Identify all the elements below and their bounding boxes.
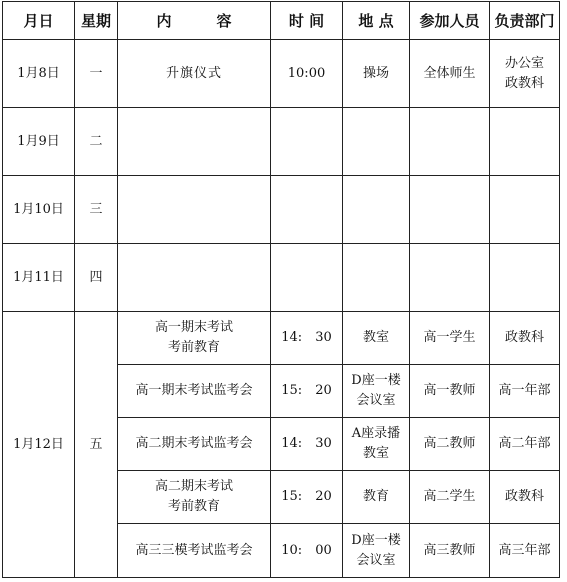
participants-cell: 高一教师 (410, 365, 490, 418)
place-cell: D座一楼 会议室 (343, 365, 410, 418)
department-cell: 高二年部 (490, 418, 560, 471)
table-row (3, 244, 560, 312)
time-cell: 14: 30 (271, 418, 343, 471)
content-cell: 高二期末考试 考前教育 (118, 471, 271, 524)
header-department: 负责部门 (490, 2, 560, 40)
participants-cell (410, 244, 490, 312)
weekday-cell: 四 (75, 244, 118, 312)
participants-cell: 高二学生 (410, 471, 490, 524)
time-cell (271, 176, 343, 244)
place-cell: 教育 (343, 471, 410, 524)
table-row (3, 40, 560, 108)
time-cell (271, 244, 343, 312)
content-cell: 高一期末考试 考前教育 (118, 312, 271, 365)
place-cell (343, 108, 410, 176)
time-cell: 10:00 (271, 40, 343, 108)
content-cell (118, 108, 271, 176)
header-time: 时 间 (271, 2, 343, 40)
time-cell (271, 108, 343, 176)
weekday-cell: 五 (75, 312, 118, 578)
participants-cell: 全体师生 (410, 40, 490, 108)
table-row (3, 108, 560, 176)
participants-cell (410, 176, 490, 244)
participants-cell: 高三教师 (410, 524, 490, 578)
content-cell: 高一期末考试监考会 (118, 365, 271, 418)
table-row (3, 176, 560, 244)
participants-cell: 高一学生 (410, 312, 490, 365)
content-cell (118, 244, 271, 312)
time-cell: 15: 20 (271, 471, 343, 524)
content-cell: 高二期末考试监考会 (118, 418, 271, 471)
department-cell: 政教科 (490, 312, 560, 365)
table-row (3, 312, 560, 365)
header-row (3, 2, 560, 40)
participants-cell (410, 108, 490, 176)
time-cell: 10: 00 (271, 524, 343, 578)
weekly-schedule-table (2, 1, 560, 578)
content-cell: 高三三模考试监考会 (118, 524, 271, 578)
header-date: 月日 (3, 2, 75, 40)
weekday-cell: 三 (75, 176, 118, 244)
header-content: 内 容 (118, 2, 271, 40)
header-participants: 参加人员 (410, 2, 490, 40)
department-cell: 高一年部 (490, 365, 560, 418)
date-cell: 1月12日 (3, 312, 75, 578)
date-cell: 1月9日 (3, 108, 75, 176)
place-cell: D座一楼 会议室 (343, 524, 410, 578)
department-cell: 办公室 政教科 (490, 40, 560, 108)
department-cell: 政教科 (490, 471, 560, 524)
department-cell (490, 176, 560, 244)
place-cell (343, 244, 410, 312)
weekday-cell: 二 (75, 108, 118, 176)
participants-cell: 高二教师 (410, 418, 490, 471)
weekday-cell: 一 (75, 40, 118, 108)
date-cell: 1月8日 (3, 40, 75, 108)
department-cell (490, 108, 560, 176)
time-cell: 14: 30 (271, 312, 343, 365)
header-place: 地 点 (343, 2, 410, 40)
content-cell: 升旗仪式 (118, 40, 271, 108)
department-cell: 高三年部 (490, 524, 560, 578)
place-cell: 教室 (343, 312, 410, 365)
date-cell: 1月11日 (3, 244, 75, 312)
date-cell: 1月10日 (3, 176, 75, 244)
content-cell (118, 176, 271, 244)
place-cell: 操场 (343, 40, 410, 108)
place-cell (343, 176, 410, 244)
department-cell (490, 244, 560, 312)
time-cell: 15: 20 (271, 365, 343, 418)
place-cell: A座录播 教室 (343, 418, 410, 471)
header-weekday: 星期 (75, 2, 118, 40)
